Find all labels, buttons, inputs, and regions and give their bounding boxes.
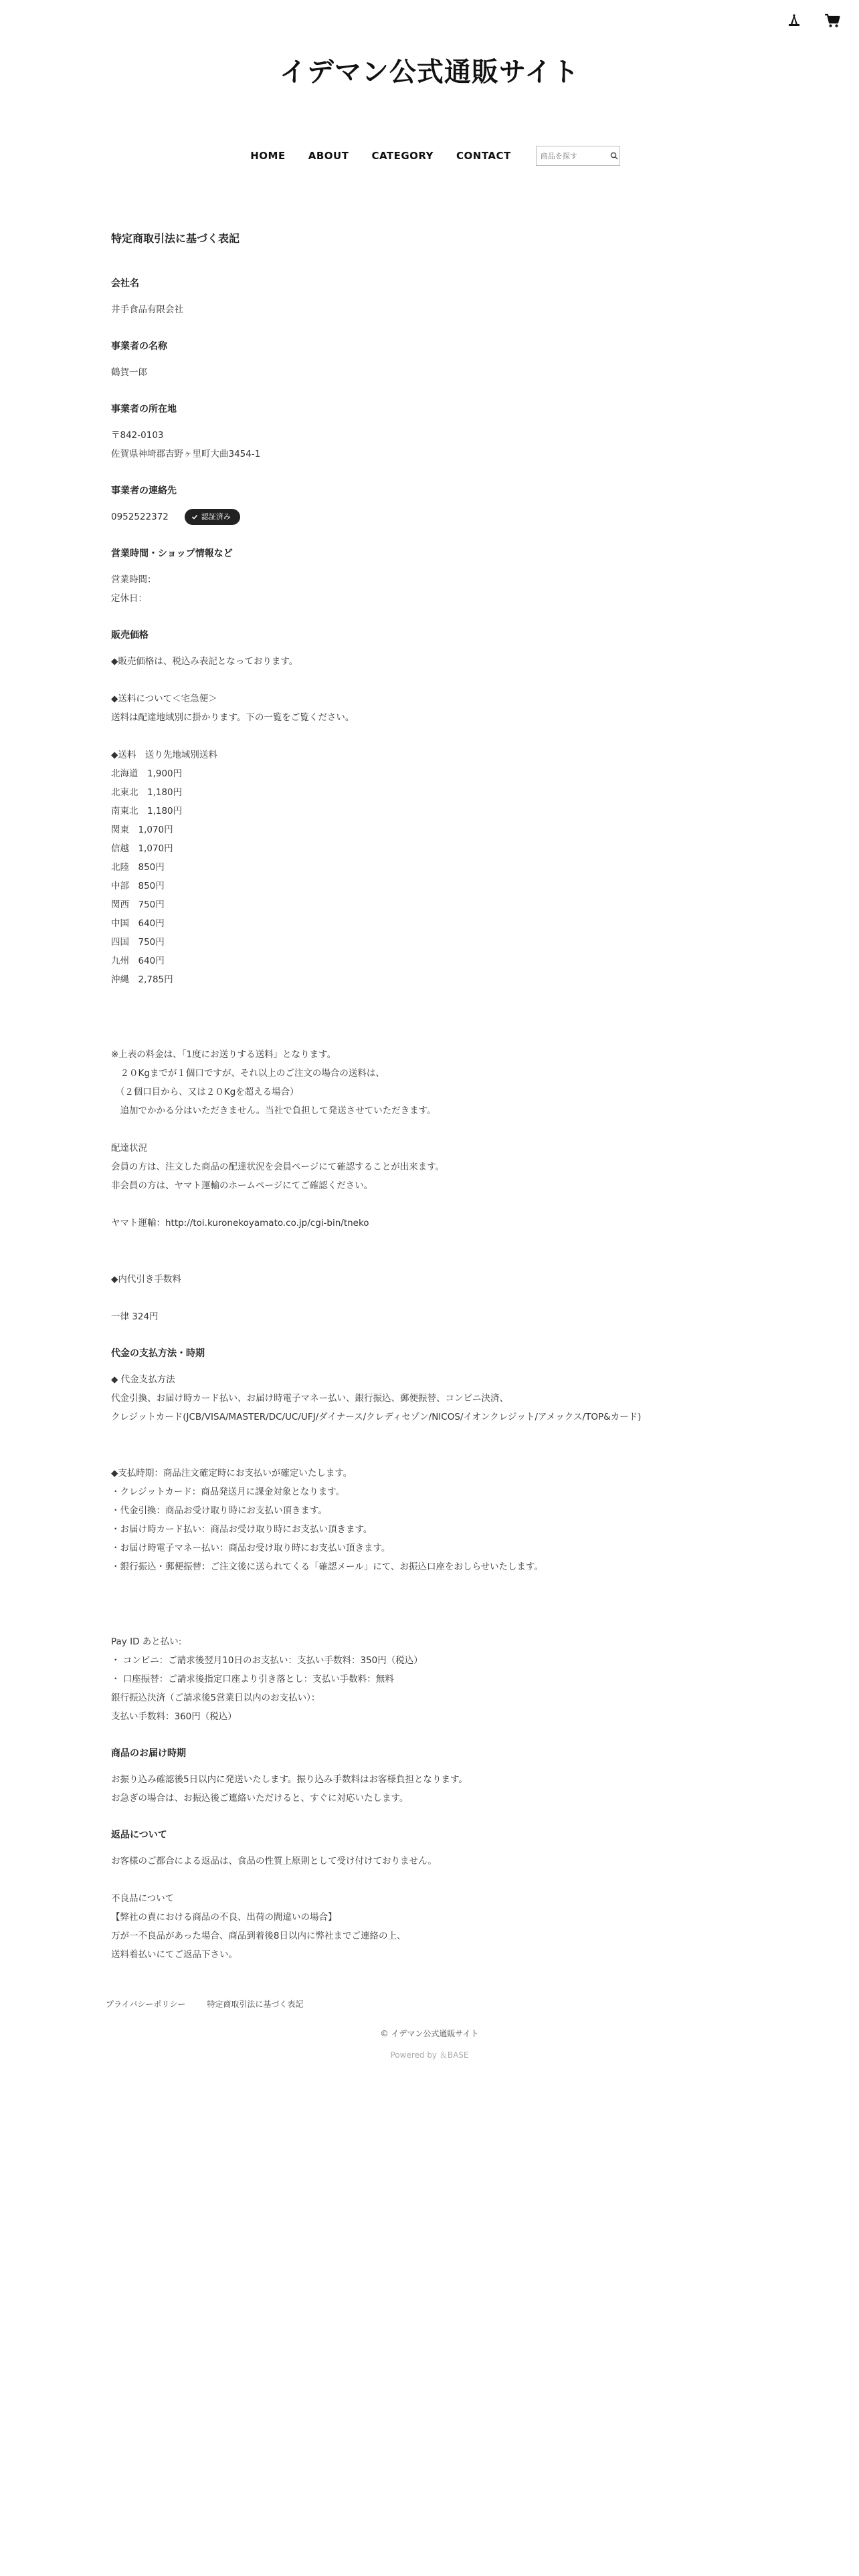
section-line: 不良品について (111, 1893, 175, 1904)
section-line: 代金引換、お届け時カード払い、お届け時電子マネー払い、銀行振込、郵便振替、コンビニ決済、 (111, 1393, 508, 1404)
legal-section (111, 1746, 753, 1808)
nav-about[interactable]: ABOUT (308, 150, 349, 162)
section-line: 送料は配達地域別に掛かります。下の一覧をご覧ください。 (111, 712, 355, 723)
section-line: ２０Kgまでが１個口ですが、それ以上のご注文の場合の送料は、 (111, 1068, 385, 1079)
section-line: ・ コンビニ：ご請求後翌月10日のお支払い：支払い手数料：350円（税込） (111, 1655, 423, 1666)
nav-home[interactable]: HOME (250, 150, 286, 162)
legal-section (111, 1346, 753, 1726)
section-line: 沖縄 2,785円 (111, 974, 173, 985)
section-title: 返品について (111, 1830, 167, 1840)
section-line: 九州 640円 (111, 956, 165, 966)
site-title[interactable]: イデマン公式通販サイト (279, 57, 580, 88)
section-line: ・代金引換：商品お受け取り時にお支払い頂きます。 (111, 1505, 327, 1516)
section-line: Pay ID あと払い: (111, 1636, 182, 1647)
legal-section (111, 546, 753, 608)
section-line: お振り込み確認後5日以内に発送いたします。振り込み手数料はお客様負担となります。 (111, 1774, 468, 1785)
section-line: ヤマト運輸：http://toi.kuronekoyamato.co.jp/cgi-bin/tneko (111, 1218, 369, 1228)
page-title: 特定商取引法に基づく表記 (111, 232, 240, 245)
section-line: 支払い手数料：360円（税込） (111, 1711, 237, 1722)
section-line: 関東 1,070円 (111, 825, 173, 835)
check-icon (191, 514, 198, 520)
section-line (111, 1426, 753, 1445)
search-icon[interactable] (609, 146, 619, 165)
section-line: ◆内代引き手数料 (111, 1274, 181, 1285)
section-line: 配達状況 (111, 1143, 147, 1154)
section-line (111, 1120, 753, 1139)
legal-section (111, 628, 753, 1326)
section-line: 定休日： (111, 593, 147, 604)
section-line: 中国 640円 (111, 918, 165, 929)
nav-contact[interactable]: CONTACT (456, 150, 511, 162)
phone-row (111, 508, 753, 526)
search-box (536, 146, 620, 166)
section-line (111, 671, 753, 689)
section-line: 鶴賀一郎 (111, 367, 147, 378)
section-title: 事業者の名称 (111, 341, 167, 352)
section-line: 万が一不良品があった場合、商品到着後8日以内に弊社までご連絡の上、 (111, 1931, 406, 1941)
section-line: 追加でかかる分はいただきません。当社で負担して発送させていただきます。 (111, 1105, 436, 1116)
base-logo-icon[interactable] (787, 13, 801, 28)
section-line (111, 1251, 753, 1270)
section-line (111, 1232, 753, 1251)
section-line: 信越 1,070円 (111, 843, 173, 854)
section-title: 販売価格 (111, 630, 149, 641)
section-line: （２個口目から、又は２０Kgを超える場合） (111, 1087, 299, 1097)
verified-badge-label: 認証済み (201, 512, 231, 521)
copyright: © イデマン公式通販サイト (380, 2029, 479, 2038)
main-nav (0, 146, 859, 166)
section-line: ・銀行振込・郵便振替：ご注文後に送られてくる「確認メール」にて、お振込口座をおしらせいたします。 (111, 1562, 543, 1572)
section-line: ・ 口座振替：ご請求後指定口座より引き落とし：支払い手数料：無料 (111, 1674, 394, 1685)
nav-category[interactable]: CATEGORY (371, 150, 434, 162)
section-line: ◆送料 送り先地域別送料 (111, 750, 217, 760)
section-line (111, 1614, 753, 1632)
section-line: ・お届け時電子マネー払い：商品お受け取り時にお支払い頂きます。 (111, 1543, 391, 1553)
section-line: お急ぎの場合は、お振込後ご連絡いただけると、すぐに対応いたします。 (111, 1793, 409, 1804)
phone-number: 0952522372 (111, 512, 169, 522)
footer-link-privacy[interactable]: プライバシーポリシー (106, 2000, 186, 2009)
legal-section (111, 484, 753, 526)
section-line: ◆販売価格は、税込み表記となっております。 (111, 656, 298, 667)
legal-section (111, 276, 753, 319)
section-line: 南東北 1,180円 (111, 806, 183, 817)
section-line: ◆ 代金支払方法 (111, 1374, 175, 1385)
section-line: 北海道 1,900円 (111, 768, 183, 779)
section-line: 北東北 1,180円 (111, 787, 183, 798)
section-line: 〒842-0103 (111, 430, 164, 441)
section-line (111, 1870, 753, 1889)
section-line: クレジットカード(JCB/VISA/MASTER/DC/UC/UFJ/ダイナース/クレディセゾン/NICOS/イオンクレジット/アメックス/TOP&カード) (111, 1412, 642, 1422)
search-input[interactable] (537, 147, 609, 165)
verified-badge (185, 509, 240, 525)
section-line: ◆送料について＜宅急便＞ (111, 693, 217, 704)
section-title: 会社名 (111, 278, 139, 289)
section-line: 【弊社の責における商品の不良、出荷の間違いの場合】 (111, 1912, 337, 1923)
section-line: 関西 750円 (111, 899, 165, 910)
section-line: 会員の方は、注文した商品の配達状況を会員ページにて確認することが出来ます。 (111, 1162, 445, 1172)
section-line: 中部 850円 (111, 881, 165, 891)
section-line (111, 989, 753, 1008)
legal-section (111, 402, 753, 463)
legal-section (111, 339, 753, 382)
section-line (111, 1576, 753, 1595)
section-title: 代金の支払方法・時期 (111, 1348, 205, 1359)
section-line: 非会員の方は、ヤマト運輸のホームページにてご確認ください。 (111, 1180, 373, 1191)
section-line: ・クレジットカード：商品発送月に課金対象となります。 (111, 1487, 345, 1497)
section-line: 井手食品有限会社 (111, 304, 183, 315)
legal-section (111, 1828, 753, 1964)
footer-links (106, 1998, 303, 2010)
section-title: 商品のお届け時期 (111, 1748, 186, 1759)
legal-sections (111, 276, 753, 1964)
section-line: 営業時間： (111, 574, 157, 585)
section-title: 事業者の所在地 (111, 404, 177, 415)
section-line: 銀行振込決済（ご請求後5営業日以内のお支払い）： (111, 1693, 320, 1703)
section-line: ・お届け時カード払い：商品お受け取り時にお支払い頂きます。 (111, 1524, 373, 1535)
top-icons (787, 13, 840, 28)
section-line: ※上表の料金は、「1度にお送りする送料」となります。 (111, 1049, 337, 1060)
section-line (111, 1195, 753, 1214)
section-line: 北陸 850円 (111, 862, 165, 873)
section-line: 四国 750円 (111, 937, 165, 948)
section-line (111, 1595, 753, 1614)
section-line (111, 1445, 753, 1464)
cart-icon[interactable] (824, 13, 840, 28)
section-line (111, 1289, 753, 1307)
section-line: 送料着払いにてご返品下さい。 (111, 1949, 237, 1960)
footer-link-legal[interactable]: 特定商取引法に基づく表記 (207, 2000, 304, 2009)
section-line: ◆支払時期：商品注文確定時にお支払いが確定いたします。 (111, 1468, 353, 1479)
section-title: 事業者の連絡先 (111, 486, 177, 496)
section-line: 一律 324円 (111, 1311, 159, 1322)
section-line: お客様のご都合による返品は、食品の性質上原則として受け付けておりません。 (111, 1856, 437, 1866)
section-line (111, 727, 753, 746)
section-line: 佐賀県神埼郡吉野ヶ里町大曲3454-1 (111, 449, 261, 459)
legal-content (111, 230, 753, 1984)
section-title: 営業時間・ショップ情報など (111, 548, 233, 559)
powered-by-link[interactable]: Powered by ＆BASE (390, 2050, 469, 2060)
section-line (111, 1008, 753, 1027)
section-line (111, 1027, 753, 1045)
